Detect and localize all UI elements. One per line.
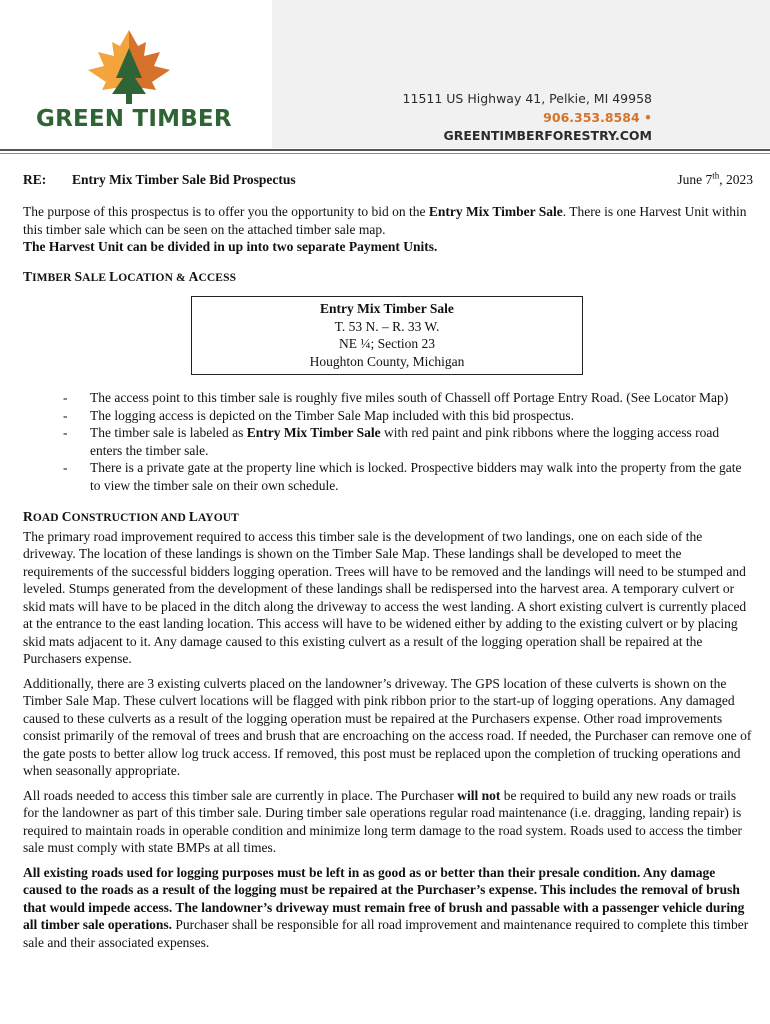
company-name: GREEN TIMBER	[36, 106, 232, 132]
letterhead-band	[272, 0, 770, 148]
re-label: RE:	[23, 172, 47, 187]
intro-paragraph: The purpose of this prospectus is to offer you the opportunity to bid on the Entry Mix Timber Sale. There is one Harvest Unit within this timber sale which can be seen on the attached timber sale map. The Harvest Unit can be divided in up into two separate Payment Units.	[23, 204, 747, 254]
letter-body	[23, 171, 753, 958]
header-divider	[0, 149, 770, 151]
company-website[interactable]: GREENTIMBERFORESTRY.COM	[443, 128, 652, 143]
road-paragraph-4: All existing roads used for logging purposes must be left in as good as or better than their presale condition. Any damage caused to the roads as a result of the logging must be repaired at the Purchaser’s expense. This includes the removal of brush that would impede access. The landowner’s driveway must remain free of brush and passable with a passenger vehicle during all timber sale operations. Purchaser shall be responsible for all road improvement and maintenance required to complete this timber sale and their associated expenses.	[23, 864, 749, 950]
location-county: Houghton County, Michigan	[309, 353, 465, 369]
road-heading: ROAD CONSTRUCTION AND LAYOUT	[23, 509, 239, 524]
company-address: 11511 US Highway 41, Pelkie, MI 49958	[402, 91, 652, 106]
letter-date: June 7th, 2023	[677, 170, 753, 187]
re-line	[23, 171, 753, 189]
road-paragraph-2: Additionally, there are 3 existing culverts placed on the landowner’s driveway. The GPS location of these culverts is shown on the Timber Sale Map. These culvert locations will be flagged with pink ribbon prior to the start-up of logging operations. Any damaged caused to these culverts as a result of the logging operation must be repaired at the Purchasers expense. Other road improvements consist primarily of the removal of trees and brush that are encroaching on the access road. If needed, the Purchaser can remove one of the gate posts to better allow log truck access. If removed, this post must be replaced upon the completion of trucking operations and when seasonally appropriate.	[23, 675, 752, 778]
header-divider-thin	[0, 153, 770, 154]
road-paragraph-1: The primary road improvement required to access this timber sale is the development of two landings, one on each side of the driveway. The location of these landings is shown on the Timber Sale Map. These landings shall be developed to meet the requirements of the successful bidders logging operation. Trees will have to be removed and the landings will need to be stumped and leveled. Stumps generated from the development of these landings shall be redispersed into the harvest area. A temporary culvert or skid mats will have to be placed in the ditch along the driveway to access the west landing. A short existing culvert is currently placed at the entrance to the east landing location. This access will have to be widened either by adding to the existing culvert or by placing skid mats adjacent to it. Any damage caused to this existing culvert as a result of the logging operation shall be repaired at the Purchasers expense.	[23, 528, 747, 666]
subject: Entry Mix Timber Sale Bid Prospectus	[72, 172, 296, 187]
location-section: NE ¼; Section 23	[339, 336, 435, 351]
list-item: - The logging access is depicted on the Timber Sale Map included with this bid prospectus.	[63, 407, 575, 423]
list-item: - There is a private gate at the property line which is locked. Prospective bidders may walk into the property from the gate to view the timber sale on their own schedule.	[63, 460, 742, 493]
location-box-title: Entry Mix Timber Sale	[320, 301, 454, 316]
list-item: - The access point to this timber sale is roughly five miles south of Chassell off Portage Entry Road. (See Locator Map)	[63, 390, 729, 405]
access-list	[23, 389, 753, 494]
maple-leaf-logo-icon	[84, 30, 174, 106]
letterhead	[0, 0, 770, 150]
location-box	[191, 296, 583, 375]
location-township: T. 53 N. – R. 33 W.	[334, 318, 440, 334]
company-phone: 906.353.8584 •	[543, 110, 652, 125]
location-heading: TIMBER SALE LOCATION & ACCESS	[23, 268, 237, 284]
list-item: - The timber sale is labeled as Entry Mix Timber Sale with red paint and pink ribbons where the logging access road enters the timber sale.	[63, 425, 720, 458]
road-paragraph-3: All roads needed to access this timber sale are currently in place. The Purchaser will not be required to build any new roads or trails for the landowner as part of this timber sale. During timber sale operations regular road maintenance (i.e. dragging, landing repair) is required to maintain roads in operable condition and minimize long term damage to the road system. Roads used to access the timber sale must comply with state BMPs at all times.	[23, 787, 743, 855]
